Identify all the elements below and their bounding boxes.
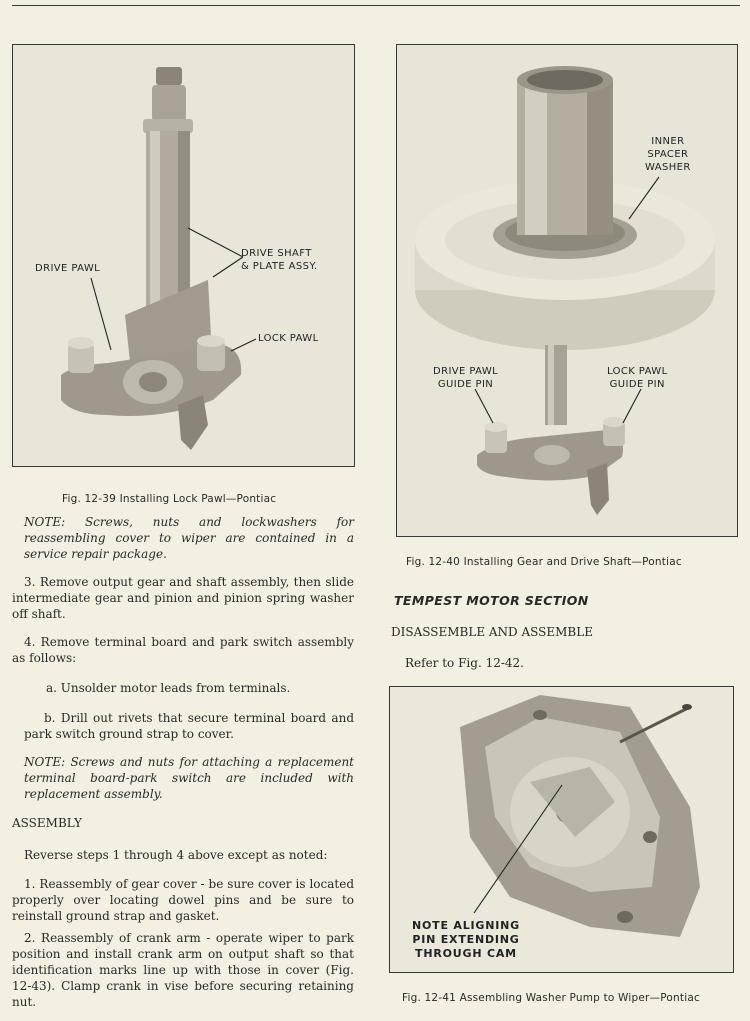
label-inner-spacer-washer: INNER SPACER WASHER <box>645 136 691 173</box>
reassembly-2-text: 2. Reassembly of crank arm - operate wiper to park position and install crank arm on output shaft so that identification marks line up with those in cover (Fig. 12-43). Clamp crank in vise before securing retaining nut. <box>12 931 354 1009</box>
figure-12-40-caption: Fig. 12-40 Installing Gear and Drive Shaft—Pontiac <box>406 556 682 568</box>
step-4b-text: b. Drill out rivets that secure terminal board and park switch ground strap to cover. <box>24 711 354 741</box>
figure-12-39-photo <box>12 44 355 467</box>
label-drive-shaft-plate-assy: DRIVE SHAFT & PLATE ASSY. <box>241 248 318 272</box>
note-screws-nuts-lockwashers: NOTE: Screws, nuts and lockwashers for reassembling cover to wiper are contained in a service repair package. <box>24 515 354 561</box>
label-lock-pawl: LOCK PAWL <box>258 333 319 344</box>
label-drive-pawl-guide-pin: DRIVE PAWL GUIDE PIN <box>433 366 499 390</box>
label-lock-pawl-guide-pin: LOCK PAWL GUIDE PIN <box>607 366 668 390</box>
step-4a-text: a. Unsolder motor leads from terminals. <box>46 681 291 695</box>
step-4-text: 4. Remove terminal board and park switch assembly as follows: <box>12 635 354 665</box>
note-replacement-terminal-board: NOTE: Screws and nuts for attaching a replacement terminal board-park switch are included with replacement assembly. <box>24 755 354 801</box>
step-3-text: 3. Remove output gear and shaft assembly, then slide intermediate gear and pinion and pinion spring washer off shaft. <box>12 575 354 621</box>
figure-12-40-leader-lines <box>397 45 737 536</box>
reverse-steps-text: Reverse steps 1 through 4 above except as noted: <box>24 848 328 862</box>
disassemble-assemble-subheading: DISASSEMBLE AND ASSEMBLE <box>391 625 593 639</box>
assembly-heading: ASSEMBLY <box>12 816 82 830</box>
reassembly-1-text: 1. Reassembly of gear cover - be sure cover is located properly over locating dowel pins and be sure to reinstall ground strap and gasket. <box>12 877 354 923</box>
refer-to-fig-12-42: Refer to Fig. 12-42. <box>405 656 524 670</box>
label-note-aligning-pin: NOTE ALIGNING PIN EXTENDING THROUGH CAM <box>408 919 524 961</box>
figure-12-39-caption: Fig. 12-39 Installing Lock Pawl—Pontiac <box>62 493 277 505</box>
figure-12-41-photo <box>389 686 734 973</box>
tempest-motor-section-heading: TEMPEST MOTOR SECTION <box>394 593 589 608</box>
label-drive-pawl: DRIVE PAWL <box>35 263 101 274</box>
figure-12-41-caption: Fig. 12-41 Assembling Washer Pump to Wiper—Pontiac <box>402 992 700 1004</box>
figure-12-40-photo <box>396 44 738 537</box>
top-rule <box>12 5 740 6</box>
